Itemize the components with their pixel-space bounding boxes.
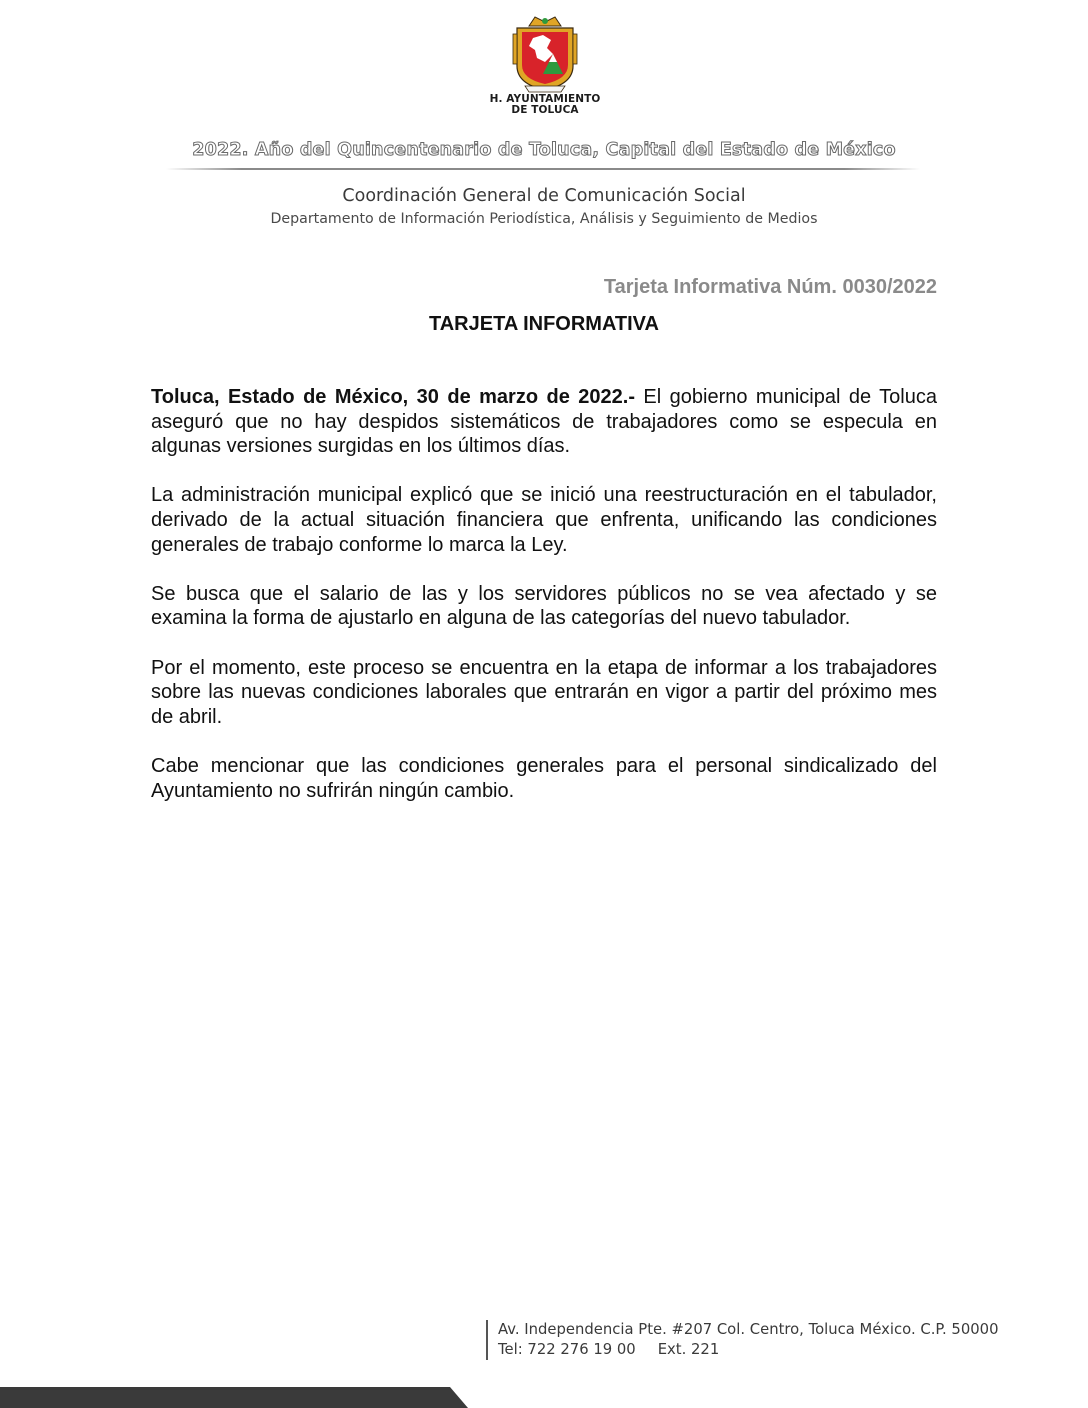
reference-number: Tarjeta Informativa Núm. 0030/2022 (603, 276, 937, 298)
header-divider (166, 168, 920, 170)
paragraph-2: La administración municipal explicó que se inició una reestructuración en el tabulador, derivado de la actual situación financiera que enfrenta, unificando las condiciones generales de trabajo conforme lo marca la Ley. (151, 484, 937, 556)
paragraph-1 (151, 385, 937, 459)
document-body (151, 385, 937, 828)
footer-bar (0, 1387, 468, 1408)
footer-extension: Ext. 221 (657, 1341, 720, 1358)
paragraph-3: Se busca que el salario de las y los servidores públicos no se vea afectado y se examina la forma de ajustarlo en alguna de las categorías del nuevo tabulador. (151, 582, 937, 630)
municipal-logo (480, 14, 610, 122)
department-subtitle: Departamento de Información Periodística, Análisis y Seguimiento de Medios (270, 211, 818, 227)
footer-phone: Tel: 722 276 19 00 (498, 1341, 636, 1358)
coordination-title: Coordinación General de Comunicación Social (342, 186, 746, 206)
paragraph-1-text: El gobierno municipal de Toluca aseguró que no hay despidos sistemáticos de trabajadores como se especula en algunas versiones surgidas en los últimos días. (151, 386, 937, 458)
logo-caption-line1: H. AYUNTAMIENTO (489, 93, 601, 105)
document-title: TARJETA INFORMATIVA (429, 313, 659, 335)
footer-address: Av. Independencia Pte. #207 Col. Centro, Toluca México. C.P. 50000 (498, 1321, 999, 1338)
footer-phone-line (498, 1340, 999, 1360)
logo-caption-line2: DE TOLUCA (511, 104, 579, 116)
paragraph-5: Cabe mencionar que las condiciones generales para el personal sindicalizado del Ayuntamiento no sufrirán ningún cambio. (151, 754, 937, 802)
coat-of-arms-icon (509, 14, 581, 94)
year-motto: 2022. Año del Quincentenario de Toluca, Capital del Estado de México (192, 140, 896, 160)
paragraph-4: Por el momento, este proceso se encuentra en la etapa de informar a los trabajadores sobre las nuevas condiciones laborales que entrarán en vigor a partir del próximo mes de abril. (151, 656, 937, 728)
footer-contact (486, 1320, 999, 1360)
dateline: Toluca, Estado de México, 30 de marzo de 2022.- (151, 386, 635, 408)
